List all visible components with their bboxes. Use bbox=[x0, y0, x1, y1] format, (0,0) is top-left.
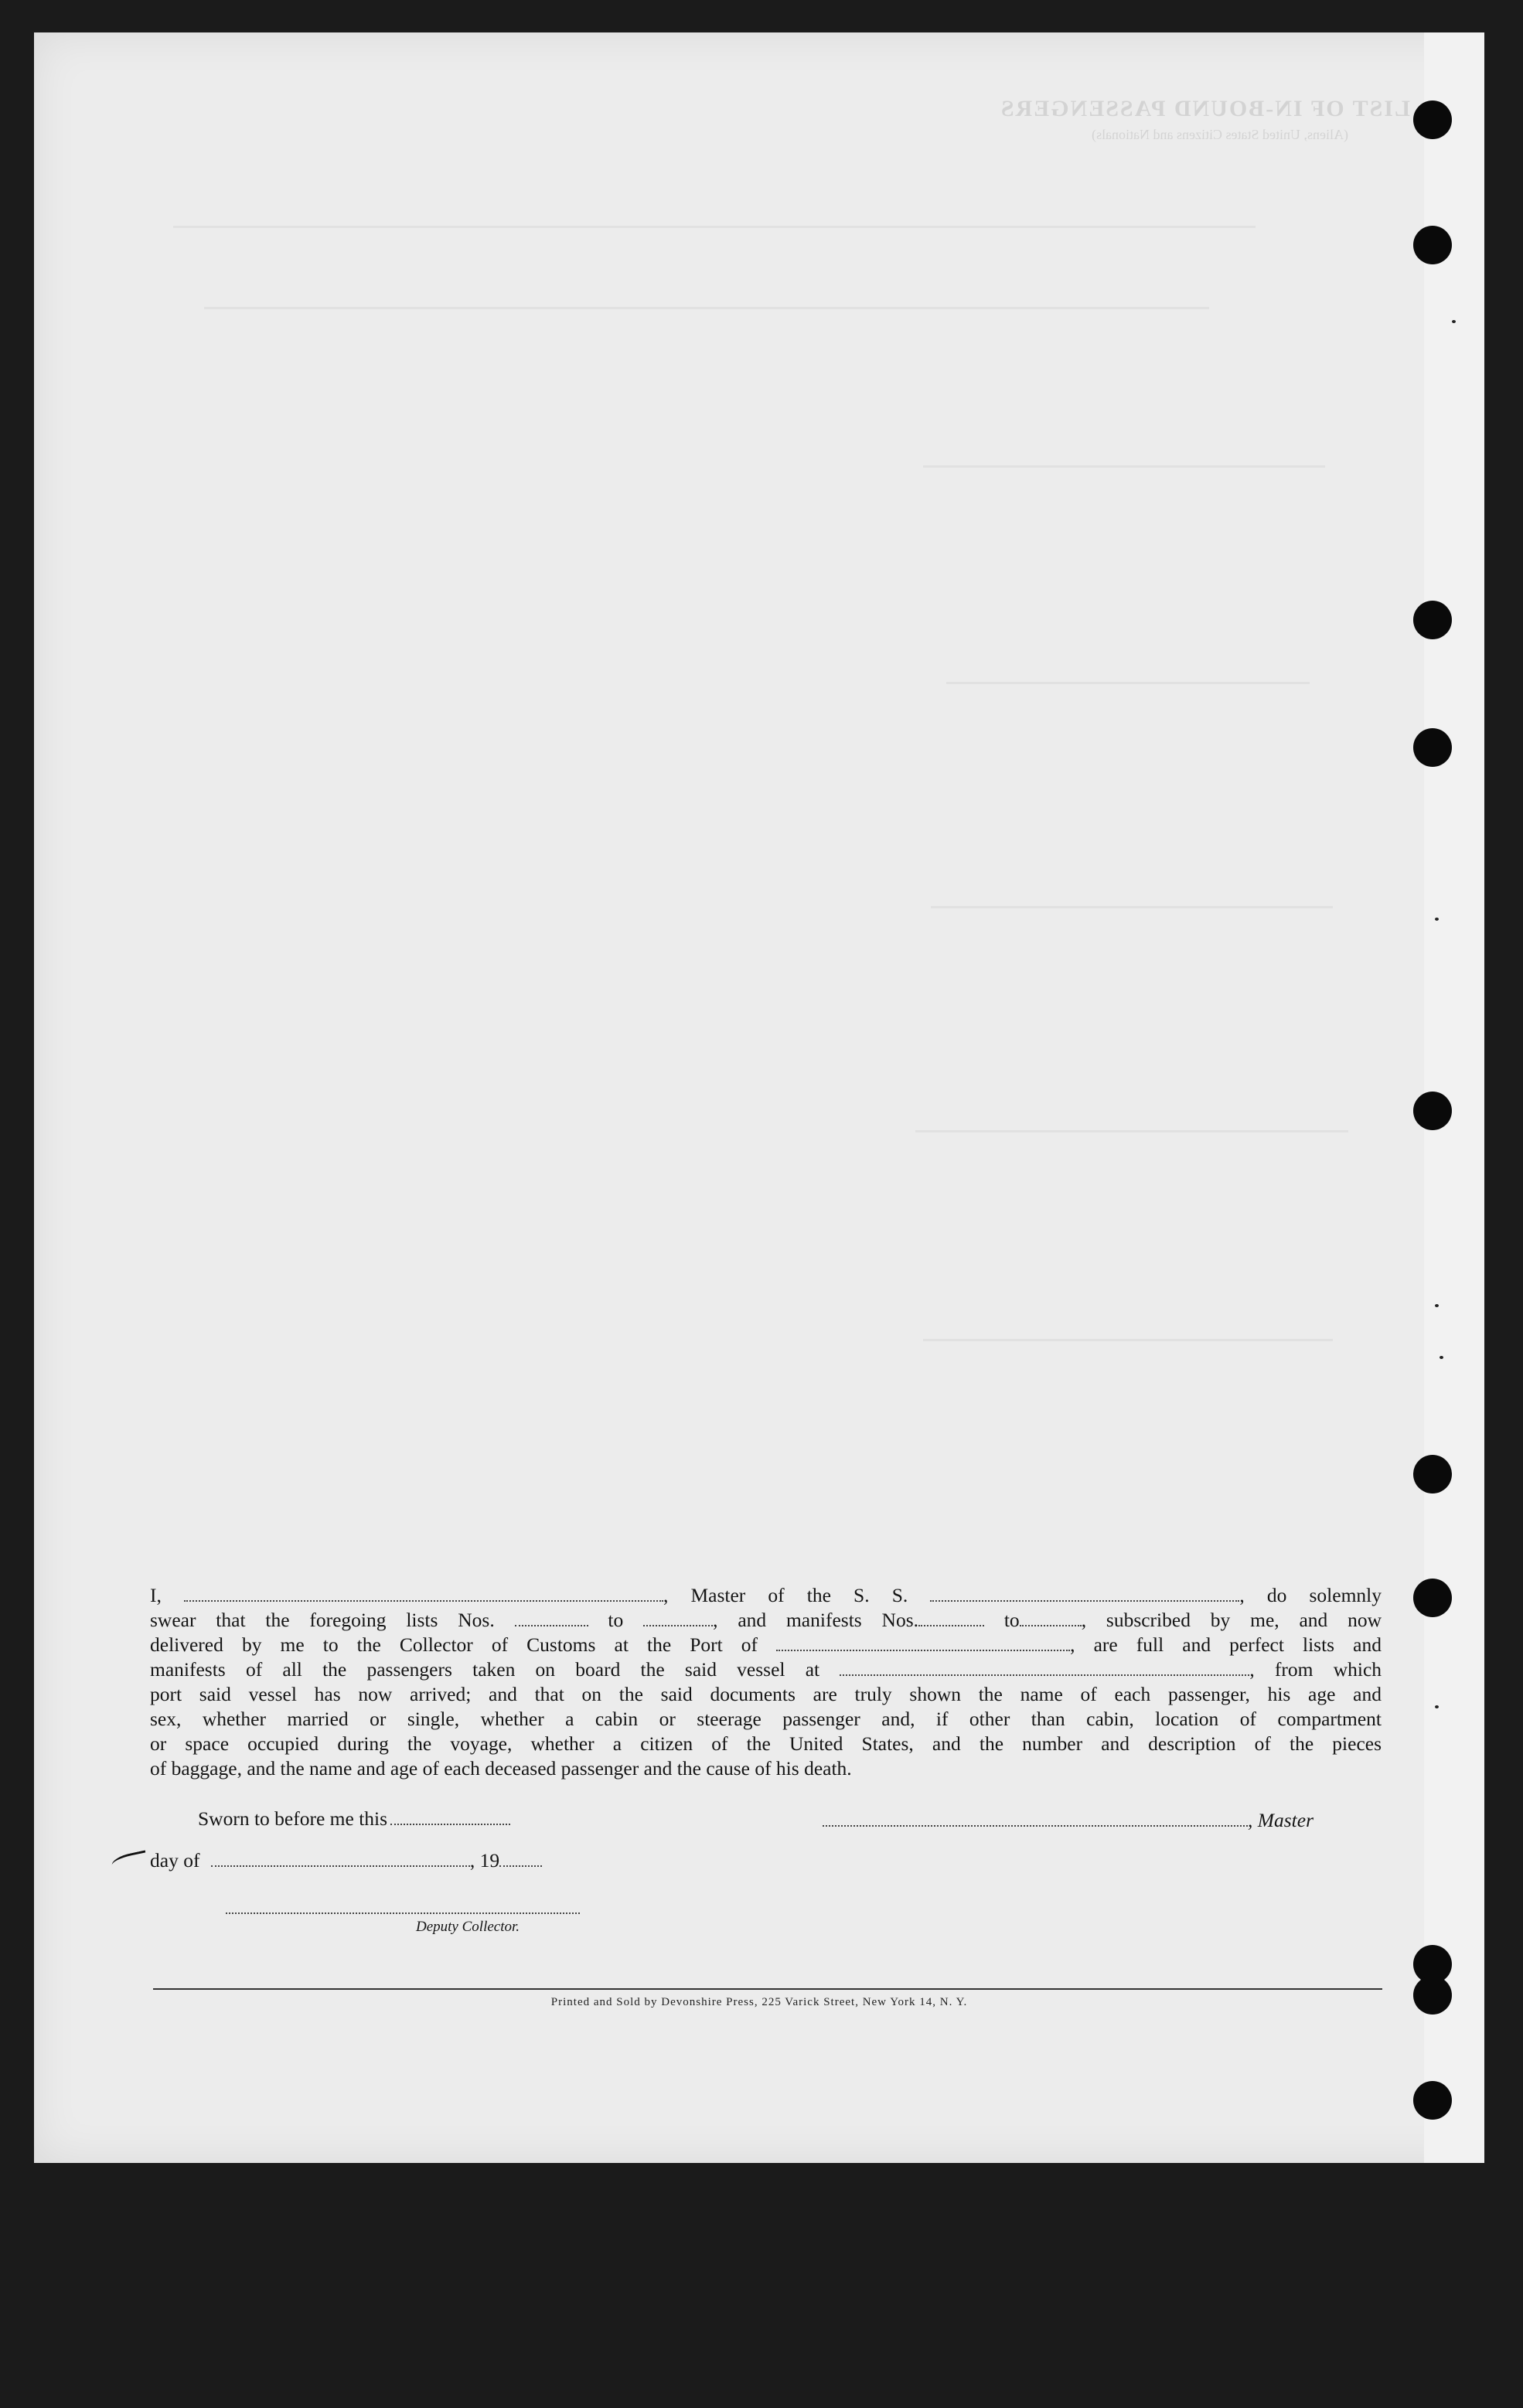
sworn-date-blank bbox=[390, 1810, 510, 1825]
oath-line-1 bbox=[150, 1583, 1382, 1608]
speck bbox=[1435, 1304, 1439, 1307]
master-oath-paragraph bbox=[150, 1583, 1382, 1781]
speck bbox=[1435, 1705, 1439, 1708]
oath-text: , are full and perfect lists and bbox=[1070, 1633, 1382, 1656]
oath-text: delivered by me to the Collector of Customs at the Port of bbox=[150, 1633, 758, 1656]
punch-hole bbox=[1413, 226, 1452, 264]
year-blank bbox=[499, 1851, 542, 1867]
master-name-blank bbox=[184, 1586, 663, 1602]
bleed-through-rule bbox=[173, 226, 1256, 228]
master-signature-line bbox=[823, 1809, 1313, 1832]
bleed-through-rule bbox=[204, 307, 1209, 309]
vessel-name-blank bbox=[930, 1586, 1239, 1602]
oath-text: manifests of all the passengers taken on board the said vessel at bbox=[150, 1658, 820, 1681]
manifest-to-blank bbox=[1020, 1611, 1082, 1626]
bleed-through-rule bbox=[931, 906, 1333, 908]
oath-line-2 bbox=[150, 1608, 1382, 1633]
master-label: , Master bbox=[1248, 1809, 1313, 1831]
oath-line-5: port said vessel has now arrived; and that on the said documents are truly shown the name of each passenger, his age and bbox=[150, 1683, 1382, 1705]
speck bbox=[1435, 918, 1439, 921]
departure-port-blank bbox=[840, 1660, 1249, 1676]
day-of-label: day of bbox=[150, 1849, 200, 1872]
oath-text: I, bbox=[150, 1584, 162, 1606]
document-page bbox=[34, 32, 1484, 2163]
speck bbox=[1452, 320, 1456, 323]
punch-hole bbox=[1413, 601, 1452, 639]
footer-rule bbox=[153, 1988, 1382, 1990]
sworn-line bbox=[198, 1807, 510, 1831]
oath-text: , subscribed by me, and now bbox=[1081, 1609, 1382, 1631]
oath-text: , and manifests Nos. bbox=[713, 1609, 918, 1631]
bleed-through-subtitle: (Aliens, United States Citizens and Nationals) bbox=[1092, 127, 1348, 142]
punch-hole bbox=[1413, 2081, 1452, 2120]
manifest-from-blank bbox=[918, 1611, 984, 1626]
port-blank bbox=[776, 1636, 1070, 1651]
month-blank bbox=[211, 1851, 470, 1867]
day-of-line bbox=[150, 1849, 542, 1872]
deputy-collector-label: Deputy Collector. bbox=[416, 1919, 520, 1935]
bleed-through-rule bbox=[923, 1339, 1333, 1341]
bleed-through-title: LIST OF IN-BOUND PASSENGERS bbox=[999, 96, 1410, 121]
oath-text: to bbox=[1003, 1609, 1020, 1631]
pen-mark bbox=[111, 1850, 148, 1870]
oath-text: to bbox=[608, 1609, 624, 1631]
oath-line-8: of baggage, and the name and age of each deceased passenger and the cause of his death. bbox=[150, 1757, 852, 1780]
oath-text: , do solemnly bbox=[1239, 1584, 1382, 1606]
punch-hole bbox=[1413, 1092, 1452, 1130]
oath-text: , from which bbox=[1249, 1658, 1382, 1681]
oath-line-3 bbox=[150, 1633, 1382, 1657]
oath-line-7: or space occupied during the voyage, whether a citizen of the United States, and the number and description of the pieces bbox=[150, 1732, 1382, 1755]
printer-imprint: Printed and Sold by Devonshire Press, 225 Varick Street, New York 14, N. Y. bbox=[550, 1996, 968, 2008]
bleed-through-header bbox=[328, 96, 1410, 297]
year-prefix: , 19 bbox=[469, 1849, 500, 1872]
oath-line-4 bbox=[150, 1657, 1382, 1682]
list-from-blank bbox=[515, 1611, 588, 1626]
oath-text: , Master of the S. S. bbox=[663, 1584, 908, 1606]
oath-text: swear that the foregoing lists Nos. bbox=[150, 1609, 495, 1631]
master-signature-blank bbox=[823, 1811, 1248, 1827]
punch-hole bbox=[1413, 1455, 1452, 1494]
bleed-through-rule bbox=[946, 682, 1310, 684]
list-to-blank bbox=[643, 1611, 713, 1626]
speck bbox=[1440, 1356, 1443, 1359]
punch-hole bbox=[1413, 100, 1452, 139]
bleed-through-rule bbox=[923, 465, 1325, 468]
bleed-through-rule bbox=[915, 1130, 1348, 1132]
oath-line-6: sex, whether married or single, whether a cabin or steerage passenger and, if other than cabin, location of compartment bbox=[150, 1708, 1382, 1730]
punch-hole bbox=[1413, 728, 1452, 767]
punch-hole bbox=[1413, 1579, 1452, 1617]
deputy-signature-blank bbox=[226, 1912, 580, 1914]
sworn-label: Sworn to before me this bbox=[198, 1807, 388, 1830]
